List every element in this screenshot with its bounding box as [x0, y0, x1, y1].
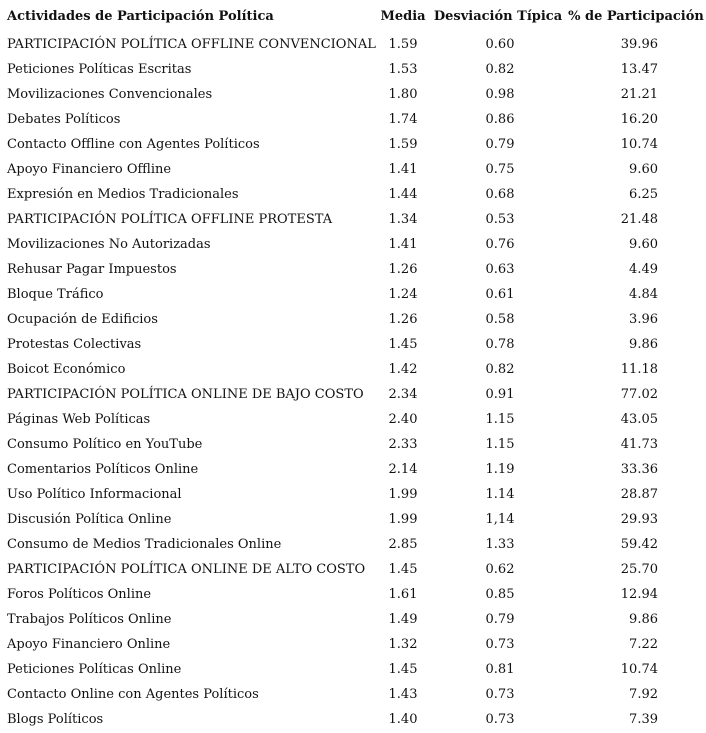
table-row — [0, 357, 706, 382]
table-row — [0, 82, 706, 107]
participation-pct-cell: 29.93 — [620, 512, 658, 527]
participation-pct-cell: 9.60 — [629, 162, 658, 177]
table-row — [0, 557, 706, 582]
table-body — [0, 32, 706, 732]
activity-cell: Movilizaciones Convencionales — [7, 87, 213, 102]
std-dev-cell: 0.91 — [485, 387, 515, 402]
std-dev-cell: 0.76 — [485, 237, 515, 252]
table-row — [0, 632, 706, 657]
media-cell: 1.34 — [388, 212, 418, 227]
std-dev-cell: 0.75 — [485, 162, 515, 177]
participation-pct-cell: 12.94 — [620, 587, 658, 602]
std-dev-cell: 0.85 — [485, 587, 515, 602]
participation-pct-cell: 25.70 — [620, 562, 658, 577]
media-cell: 1.41 — [388, 162, 418, 177]
media-cell: 1.45 — [388, 662, 418, 677]
media-cell: 1.99 — [388, 487, 418, 502]
activity-cell: Páginas Web Políticas — [7, 412, 151, 427]
activity-cell: Movilizaciones No Autorizadas — [7, 237, 211, 252]
std-dev-cell: 0.78 — [485, 337, 515, 352]
participation-pct-cell: 11.18 — [620, 362, 658, 377]
std-dev-cell: 0.61 — [485, 287, 515, 302]
activity-cell: Apoyo Financiero Online — [7, 637, 171, 652]
std-dev-cell: 0.63 — [485, 262, 515, 277]
table-row — [0, 257, 706, 282]
participation-pct-cell: 6.25 — [629, 187, 658, 202]
header-participation-pct: % de Participación — [568, 8, 704, 24]
media-cell: 1.53 — [388, 62, 418, 77]
std-dev-cell: 1,14 — [485, 512, 515, 527]
media-cell: 1.80 — [388, 87, 418, 102]
std-dev-cell: 1.15 — [485, 437, 515, 452]
activity-cell: Consumo de Medios Tradicionales Online — [7, 537, 282, 552]
table-header-row — [0, 0, 706, 32]
table-row — [0, 207, 706, 232]
activity-cell: Protestas Colectivas — [7, 337, 142, 352]
media-cell: 1.74 — [388, 112, 418, 127]
activity-cell: Uso Político Informacional — [7, 487, 182, 502]
activity-cell: Apoyo Financiero Offline — [7, 162, 172, 177]
std-dev-cell: 0.82 — [485, 62, 515, 77]
std-dev-cell: 1.33 — [485, 537, 515, 552]
table-row — [0, 57, 706, 82]
table-row — [0, 482, 706, 507]
activity-cell: Debates Políticos — [7, 112, 121, 127]
std-dev-cell: 0.60 — [485, 37, 515, 52]
std-dev-cell: 0.68 — [485, 187, 515, 202]
table-row — [0, 282, 706, 307]
media-cell: 1.42 — [388, 362, 418, 377]
table-row — [0, 182, 706, 207]
media-cell: 1.49 — [388, 612, 418, 627]
table-row — [0, 457, 706, 482]
table-row — [0, 657, 706, 682]
table-row — [0, 682, 706, 707]
activity-cell: Foros Políticos Online — [7, 587, 152, 602]
header-activity: Actividades de Participación Política — [7, 8, 274, 24]
std-dev-cell: 0.53 — [485, 212, 515, 227]
activity-cell: Boicot Económico — [7, 362, 126, 377]
media-cell: 1.99 — [388, 512, 418, 527]
std-dev-cell: 1.19 — [485, 462, 515, 477]
participation-pct-cell: 33.36 — [620, 462, 658, 477]
std-dev-cell: 1.15 — [485, 412, 515, 427]
table-row — [0, 532, 706, 557]
table-row — [0, 432, 706, 457]
participation-pct-cell: 3.96 — [629, 312, 658, 327]
activity-cell: PARTICIPACIÓN POLÍTICA OFFLINE CONVENCIONAL — [7, 37, 376, 52]
activity-cell: Peticiones Políticas Online — [7, 662, 182, 677]
participation-pct-cell: 7.92 — [629, 687, 658, 702]
media-cell: 1.59 — [388, 137, 418, 152]
participation-pct-cell: 21.21 — [620, 87, 658, 102]
participation-pct-cell: 77.02 — [620, 387, 658, 402]
participation-pct-cell: 4.49 — [629, 262, 658, 277]
activity-cell: Peticiones Políticas Escritas — [7, 62, 192, 77]
activity-cell: Contacto Online con Agentes Políticos — [7, 687, 259, 702]
table-row — [0, 32, 706, 57]
table-row — [0, 407, 706, 432]
std-dev-cell: 0.79 — [485, 612, 515, 627]
activity-cell: PARTICIPACIÓN POLÍTICA ONLINE DE BAJO COSTO — [7, 387, 364, 402]
media-cell: 1.59 — [388, 37, 418, 52]
participation-pct-cell: 9.60 — [629, 237, 658, 252]
std-dev-cell: 0.73 — [485, 637, 515, 652]
header-std-dev: Desviación Típica — [433, 8, 563, 24]
media-cell: 1.45 — [388, 562, 418, 577]
participation-pct-cell: 10.74 — [620, 662, 658, 677]
table-row — [0, 307, 706, 332]
std-dev-cell: 0.82 — [485, 362, 515, 377]
media-cell: 2.33 — [388, 437, 418, 452]
participation-pct-cell: 16.20 — [620, 112, 658, 127]
std-dev-cell: 0.79 — [485, 137, 515, 152]
std-dev-cell: 0.81 — [485, 662, 515, 677]
table-row — [0, 107, 706, 132]
activity-cell: Trabajos Políticos Online — [7, 612, 172, 627]
std-dev-cell: 0.98 — [485, 87, 515, 102]
media-cell: 1.43 — [388, 687, 418, 702]
table-row — [0, 707, 706, 732]
media-cell: 1.26 — [388, 262, 418, 277]
participation-pct-cell: 13.47 — [620, 62, 658, 77]
table-row — [0, 157, 706, 182]
table-row — [0, 332, 706, 357]
participation-pct-cell: 43.05 — [620, 412, 658, 427]
media-cell: 1.41 — [388, 237, 418, 252]
media-cell: 1.32 — [388, 637, 418, 652]
activity-cell: Rehusar Pagar Impuestos — [7, 262, 177, 277]
activity-cell: Contacto Offline con Agentes Políticos — [7, 137, 260, 152]
participation-pct-cell: 39.96 — [620, 37, 658, 52]
activity-cell: Blogs Políticos — [7, 712, 104, 727]
activity-cell: Consumo Político en YouTube — [7, 437, 203, 452]
table-row — [0, 507, 706, 532]
media-cell: 1.45 — [388, 337, 418, 352]
media-cell: 1.26 — [388, 312, 418, 327]
participation-pct-cell: 59.42 — [620, 537, 658, 552]
media-cell: 1.44 — [388, 187, 418, 202]
table-row — [0, 132, 706, 157]
media-cell: 1.61 — [388, 587, 418, 602]
participation-pct-cell: 9.86 — [629, 337, 658, 352]
activity-cell: Comentarios Políticos Online — [7, 462, 199, 477]
std-dev-cell: 0.73 — [485, 687, 515, 702]
media-cell: 2.40 — [388, 412, 418, 427]
activity-cell: Ocupación de Edificios — [7, 312, 158, 327]
std-dev-cell: 0.86 — [485, 112, 515, 127]
participation-pct-cell: 28.87 — [620, 487, 658, 502]
media-cell: 1.24 — [388, 287, 418, 302]
participation-pct-cell: 41.73 — [620, 437, 658, 452]
activity-cell: PARTICIPACIÓN POLÍTICA ONLINE DE ALTO COSTO — [7, 562, 366, 577]
media-cell: 1.40 — [388, 712, 418, 727]
media-cell: 2.34 — [388, 387, 418, 402]
activity-cell: Expresión en Medios Tradicionales — [7, 187, 239, 202]
participation-pct-cell: 7.39 — [629, 712, 658, 727]
std-dev-cell: 0.58 — [485, 312, 515, 327]
header-media: Media — [380, 8, 426, 24]
std-dev-cell: 1.14 — [485, 487, 515, 502]
participation-pct-cell: 10.74 — [620, 137, 658, 152]
activity-cell: PARTICIPACIÓN POLÍTICA OFFLINE PROTESTA — [7, 212, 333, 227]
table-row — [0, 382, 706, 407]
media-cell: 2.14 — [388, 462, 418, 477]
activity-cell: Bloque Tráfico — [7, 287, 104, 302]
participation-pct-cell: 7.22 — [629, 637, 658, 652]
participation-pct-cell: 21.48 — [620, 212, 658, 227]
std-dev-cell: 0.73 — [485, 712, 515, 727]
table-row — [0, 582, 706, 607]
media-cell: 2.85 — [388, 537, 418, 552]
activity-cell: Discusión Política Online — [7, 512, 172, 527]
table-row — [0, 607, 706, 632]
participation-pct-cell: 9.86 — [629, 612, 658, 627]
table-row — [0, 232, 706, 257]
participation-pct-cell: 4.84 — [629, 287, 658, 302]
std-dev-cell: 0.62 — [485, 562, 515, 577]
